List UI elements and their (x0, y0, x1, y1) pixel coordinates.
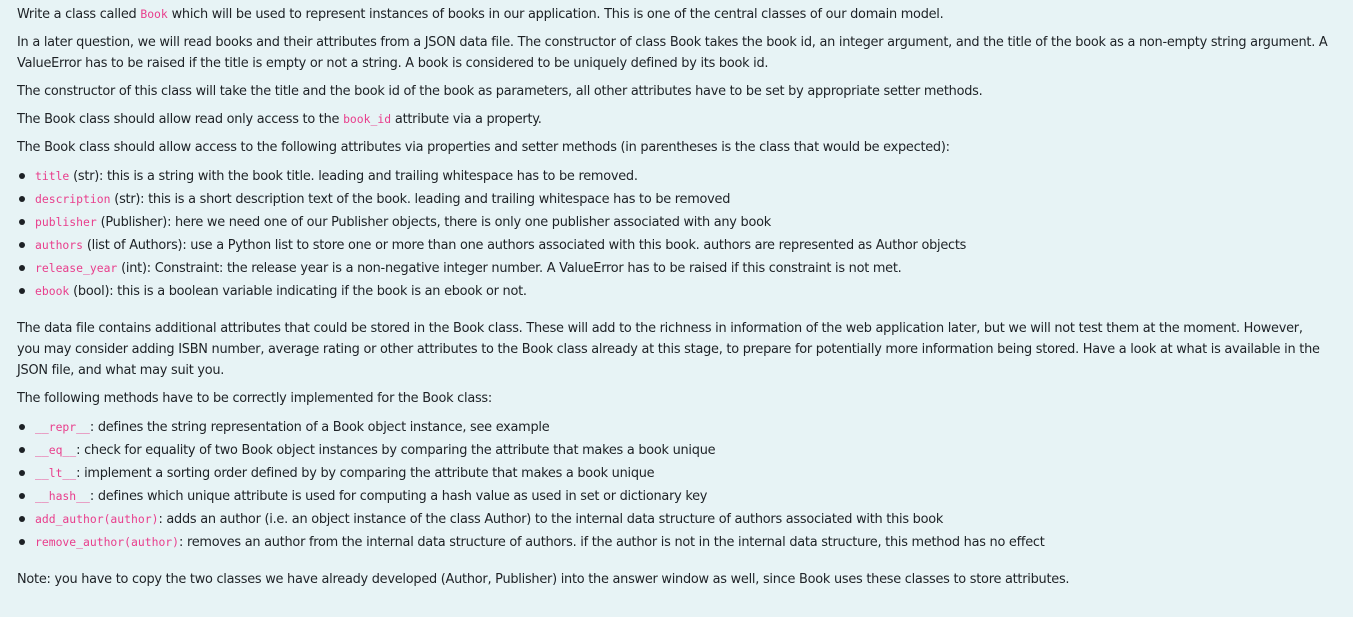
list-item: release_year (int): Constraint: the release year is a non-negative integer number. A ValueError has to be raised if this constraint is not met. (35, 257, 1329, 280)
list-item: authors (list of Authors): use a Python list to store one or more than one authors associated with this book. authors are represented as Author objects (35, 234, 1329, 257)
question-text (17, 4, 1329, 597)
list-item: ebook (bool): this is a boolean variable indicating if the book is an ebook or not. (35, 280, 1329, 303)
datafile-paragraph: The data file contains additional attributes that could be stored in the Book class. These will add to the richness in information of the web application later, but we will not test them at the moment. However, you may consider adding ISBN number, average rating or other attributes to the Book class already at this stage, to prepare for potentially more information being stored. Have a look at what is available in the JSON file, and what may suit you. (17, 321, 1320, 378)
readonly-paragraph: The Book class should allow read only access to the book_id attribute via a property. (17, 112, 542, 127)
book-class-code: Book (140, 7, 168, 21)
json-paragraph: In a later question, we will read books and their attributes from a JSON data file. The constructor of class Book takes the book id, an integer argument, and the title of the book as a non-empty string argument. A ValueError has to be raised if the title is empty or not a string. A book is considered to be uniquely defined by its book id. (17, 35, 1328, 71)
list-item: __lt__: implement a sorting order defined by by comparing the attribute that makes a book unique (35, 462, 1329, 485)
list-item: remove_author(author): removes an author from the internal data structure of authors. if the author is not in the internal data structure, this method has no effect (35, 531, 1329, 554)
list-item: description (str): this is a short description text of the book. leading and trailing whitespace has to be removed (35, 188, 1329, 211)
list-item: __repr__: defines the string representation of a Book object instance, see example (35, 416, 1329, 439)
list-item: title (str): this is a string with the book title. leading and trailing whitespace has to be removed. (35, 165, 1329, 188)
book-id-code: book_id (343, 112, 392, 126)
list-item: __hash__: defines which unique attribute is used for computing a hash value as used in set or dictionary key (35, 485, 1329, 508)
note-paragraph: Note: you have to copy the two classes we have already developed (Author, Publisher) into the answer window as well, since Book uses these classes to store attributes. (17, 572, 1070, 587)
methods-list (17, 416, 1329, 554)
constructor-paragraph: The constructor of this class will take the title and the book id of the book as parameters, all other attributes have to be set by appropriate setter methods. (17, 84, 983, 99)
list-item: publisher (Publisher): here we need one of our Publisher objects, there is only one publisher associated with any book (35, 211, 1329, 234)
access-paragraph: The Book class should allow access to the following attributes via properties and setter methods (in parentheses is the class that would be expected): (17, 140, 950, 155)
methods-paragraph: The following methods have to be correctly implemented for the Book class: (17, 391, 492, 406)
list-item: add_author(author): adds an author (i.e. an object instance of the class Author) to the internal data structure of authors associated with this book (35, 508, 1329, 531)
list-item: __eq__: check for equality of two Book object instances by comparing the attribute that makes a book unique (35, 439, 1329, 462)
attributes-list (17, 165, 1329, 303)
intro-paragraph: Write a class called Book which will be used to represent instances of books in our application. This is one of the central classes of our domain model. (17, 7, 944, 22)
